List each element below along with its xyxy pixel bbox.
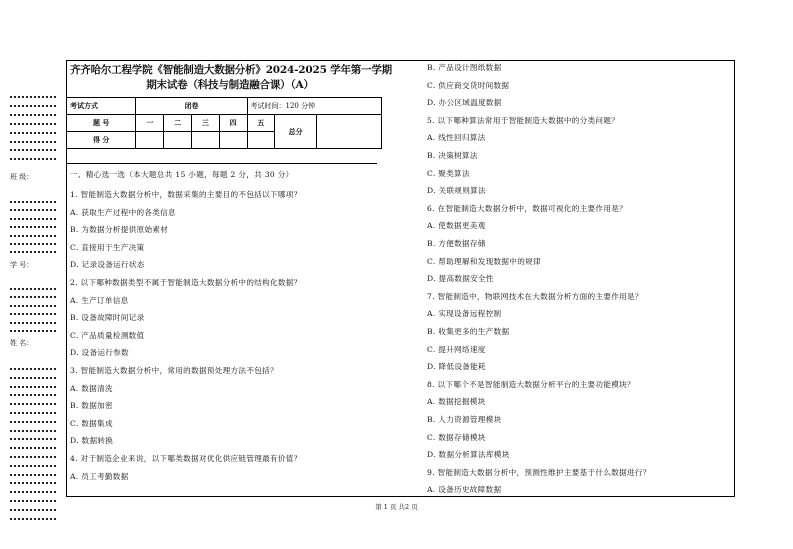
answer-option: C. 产品质量检测数值: [70, 330, 145, 340]
answer-option: D. 办公区域温度数据: [427, 98, 502, 108]
binding-dotted-line: [10, 296, 56, 298]
binding-dotted-line: [10, 447, 56, 449]
binding-dotted-line: [10, 430, 56, 432]
column-1: 一: [136, 115, 164, 132]
question-number-row: [67, 115, 382, 132]
binding-dotted-line: [10, 394, 56, 396]
question-text: 3. 智能制造大数据分析中，常用的数据预处理方法不包括？: [70, 366, 278, 375]
answer-option: C. 供应商交货时间数据: [427, 80, 510, 90]
binding-dotted-line: [10, 482, 56, 484]
question-text: 4. 对于制造企业来说，以下哪类数据对优化供应链管理最有价值？: [70, 454, 302, 463]
total-label: 总分: [275, 115, 317, 149]
answer-option: A. 数据清洗: [70, 383, 113, 393]
answer-option: B. 为数据分析提供原始素材: [70, 225, 169, 235]
answer-option: C. 直接用于生产决策: [70, 242, 145, 252]
binding-dotted-line: [10, 251, 56, 253]
question-text: 5. 以下哪种算法常用于智能制造大数据中的分类问题？: [427, 115, 620, 125]
column-3: 三: [191, 115, 219, 132]
binding-dotted-line: [10, 158, 56, 160]
column-2: 二: [164, 115, 192, 132]
binding-dotted-line: [10, 132, 56, 134]
question-text: 2. 以下哪种数据类型不属于智能制造大数据分析中的结构化数据？: [70, 278, 302, 287]
total-score-cell: [317, 115, 382, 149]
student-id-label: 学 号：: [10, 261, 34, 269]
score-cell: [164, 132, 192, 149]
binding-dotted-line: [10, 114, 56, 116]
exam-title-line2: 期末试卷（科技与制造融合课）（A）: [146, 79, 314, 91]
answer-option: B. 设备故障时间记录: [70, 313, 145, 323]
question-text: 7. 智能制造中，物联网技术在大数据分析方面的主要作用是？: [427, 291, 643, 301]
binding-dotted-line: [10, 386, 56, 388]
question-text: 8. 以下哪个不是智能制造大数据分析平台的主要功能模块？: [427, 379, 635, 389]
section-heading: 一、精心选一选（本大题总共 15 小题，每题 2 分，共 30 分）: [70, 170, 294, 179]
answer-option: C. 数据存储模块: [427, 432, 486, 442]
answer-option: B. 收集更多的生产数据: [427, 327, 510, 336]
score-cell: [247, 132, 275, 149]
column-4: 四: [219, 115, 247, 132]
answer-option: B. 决策树算法: [427, 151, 478, 160]
question-text: 9. 智能制造大数据分析中，预测性维护主要基于什么数据进行？: [427, 467, 651, 477]
binding-dotted-line: [10, 105, 56, 107]
binding-dotted-line: [10, 330, 56, 332]
column-5: 五: [247, 115, 275, 132]
exam-title-line1: 齐齐哈尔工程学院《智能制造大数据分析》2024-2025 学年第一学期: [70, 64, 392, 76]
class-label: 班 级：: [10, 173, 34, 181]
answer-option: A. 获取生产过程中的各类信息: [70, 207, 176, 217]
answer-option: A. 实现设备远程控制: [427, 309, 502, 319]
binding-dotted-line: [10, 201, 56, 203]
score-cell: [219, 132, 247, 149]
answer-option: D. 设备运行参数: [70, 348, 129, 358]
score-label: 得 分: [67, 132, 136, 149]
binding-dotted-line: [10, 235, 56, 237]
binding-dotted-line: [10, 438, 56, 440]
answer-option: C. 聚类算法: [427, 168, 470, 178]
answer-option: A. 线性回归算法: [427, 133, 486, 143]
binding-dotted-line: [10, 518, 56, 520]
answer-option: D. 关联规则算法: [427, 186, 486, 196]
question-no-label: 题 号: [67, 115, 136, 132]
binding-dotted-line: [10, 491, 56, 493]
score-cell: [136, 132, 164, 149]
exam-mode-value: 闭卷: [136, 98, 247, 115]
answer-option: B. 方便数据存储: [427, 239, 486, 248]
binding-dotted-line: [10, 243, 56, 245]
binding-dotted-line: [10, 149, 56, 151]
binding-dotted-line: [10, 368, 56, 370]
binding-dotted-line: [10, 96, 56, 98]
binding-dotted-line: [10, 412, 56, 414]
answer-option: A. 生产订单信息: [70, 295, 129, 305]
binding-dotted-line: [10, 474, 56, 476]
binding-dotted-line: [10, 403, 56, 405]
answer-option: B. 产品设计图纸数据: [427, 63, 502, 72]
binding-dotted-line: [10, 141, 56, 143]
answer-option: B. 数据加密: [70, 401, 113, 411]
binding-dotted-line: [10, 421, 56, 423]
answer-option: C. 数据集成: [70, 418, 113, 428]
binding-dotted-line: [10, 123, 56, 125]
exam-mode-label: 考试方式: [67, 98, 136, 115]
binding-dotted-line: [10, 465, 56, 467]
binding-dotted-line: [10, 322, 56, 324]
answer-option: A. 设备历史故障数据: [427, 485, 502, 495]
binding-dotted-line: [10, 456, 56, 458]
score-cell: [191, 132, 219, 149]
answer-option: A. 数据挖掘模块: [427, 397, 486, 407]
answer-option: D. 数据分析算法库模块: [427, 450, 510, 460]
binding-dotted-line: [10, 288, 56, 290]
exam-info-row: [67, 98, 382, 115]
binding-dotted-line: [10, 313, 56, 315]
answer-option: A. 员工考勤数据: [70, 471, 129, 481]
answer-option: D. 降低设备能耗: [427, 362, 486, 372]
page-footer: 第 1 页 共2 页: [375, 503, 418, 511]
name-label: 姓 名：: [10, 339, 34, 347]
answer-option: D. 记录设备运行状态: [70, 260, 145, 270]
answer-option: C. 帮助理解和发现数据中的规律: [427, 256, 541, 266]
binding-dotted-line: [10, 209, 56, 211]
binding-dotted-line: [10, 305, 56, 307]
question-text: 6. 在智能制造大数据分析中，数据可视化的主要作用是？: [427, 203, 628, 213]
question-text: 1. 智能制造大数据分析中，数据采集的主要目的不包括以下哪项？: [70, 190, 302, 199]
answer-option: D. 提高数据安全性: [427, 274, 494, 284]
divider: [66, 163, 377, 164]
answer-option: C. 提升网络速度: [427, 344, 486, 354]
exam-time: 考试时间：120 分钟: [247, 98, 382, 115]
answer-option: A. 使数据更美观: [427, 221, 486, 231]
score-table: [66, 97, 382, 149]
binding-dotted-line: [10, 218, 56, 220]
binding-dotted-line: [10, 377, 56, 379]
binding-dotted-line: [10, 226, 56, 228]
answer-option: B. 人力资源管理模块: [427, 415, 502, 424]
answer-option: D. 数据转换: [70, 436, 114, 446]
